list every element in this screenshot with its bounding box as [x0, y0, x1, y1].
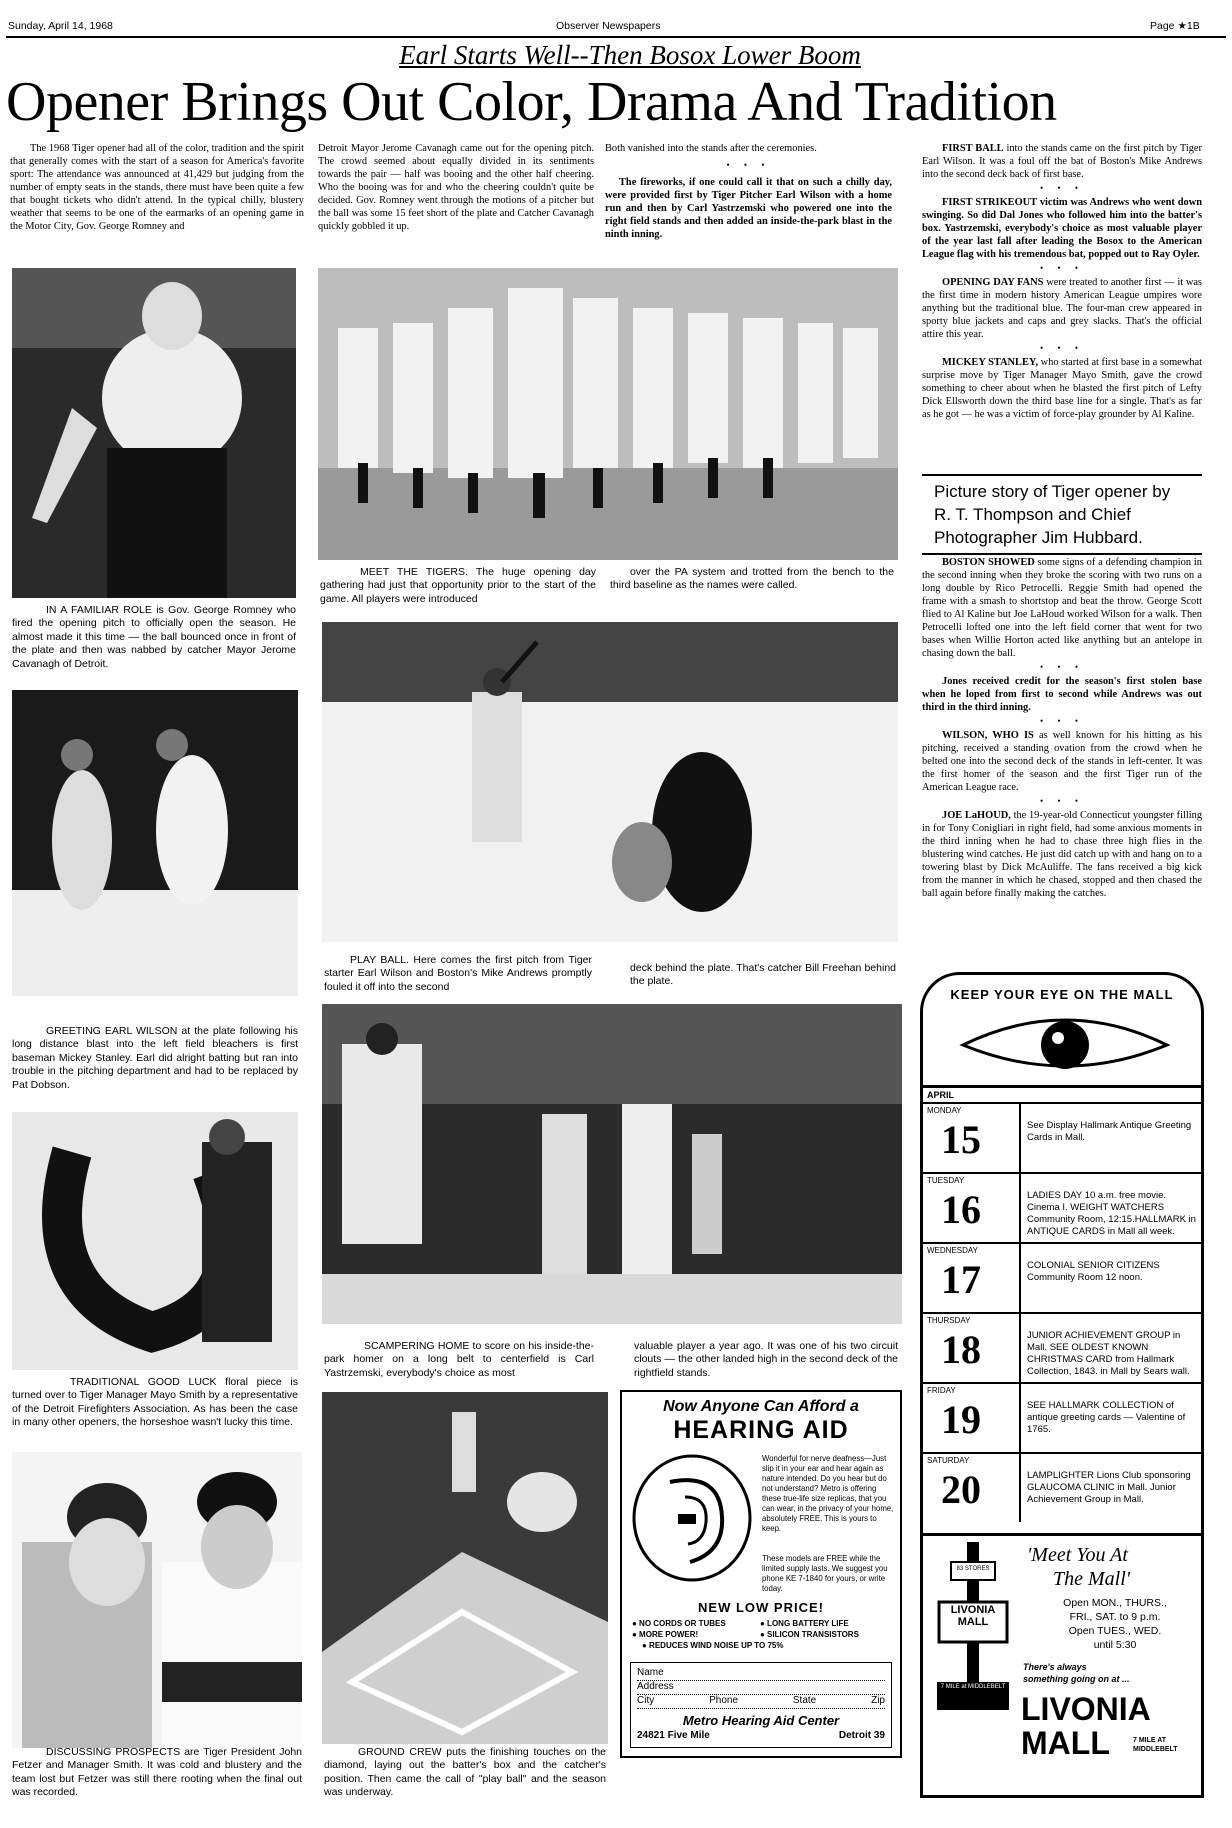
calendar-day-row: [923, 1172, 1201, 1242]
calendar-month: APRIL: [927, 1090, 954, 1100]
photo-meet-tigers-image: [318, 268, 898, 560]
feature-4: ● SILICON TRANSISTORS: [760, 1630, 859, 1639]
calendar-date: 19: [941, 1397, 981, 1442]
feature-3: ● MORE POWER!: [632, 1630, 699, 1639]
p4-lead: MICKEY STANLEY,: [942, 357, 1039, 368]
calendar-divider: [1019, 1454, 1021, 1522]
caption-scampering-a: SCAMPERING HOME to score on his inside-the-park homer on a long belt to centerfield is Carl Yastrzemski, everybody's choice as most: [324, 1340, 594, 1379]
p5-lead: BOSTON SHOWED: [942, 557, 1035, 568]
separator-dots: • • •: [1040, 263, 1084, 273]
ad-body-2: These models are FREE while the limited supply lasts. We suggest you phone KE 7-1840 for yours, or write today.: [762, 1554, 888, 1593]
caption-scampering-b: valuable player a year ago. It was one of his two circuit clouts — the other landed high in the second deck of the rightfield stands.: [634, 1340, 898, 1379]
story-col-1: The 1968 Tiger opener had all of the color, tradition and the spirit that generally comes with the start of a season for America's favorite sport: The attendance was announced at 41,429 but judging from the number of empty seats in the stands, there must have been quite a few that bought tickets who didn't attend. In the typical chilly, blustery weather that seems to be one of the earmarks of an opening game in the Motor City, Gov. George Romney and: [10, 143, 304, 232]
caption-floral: TRADITIONAL GOOD LUCK floral piece is turned over to Tiger Manager Mayo Smith by a representative of the Detroit Firefighters Association. As has been the case in many other openers, the horseshoe wasn't lucky this time.: [12, 1376, 298, 1429]
always-2: something going on at ...: [1023, 1674, 1130, 1684]
hours-line-2: FRI., SAT. to 9 p.m.: [1069, 1611, 1161, 1623]
calendar-event: See Display Hallmark Antique Greeting Cards in Mall.: [1027, 1120, 1192, 1143]
mall-sign-road: 7 MILE at MIDDLEBELT: [940, 1684, 1006, 1690]
ad-street: 24821 Five Mile: [637, 1730, 710, 1741]
meet-you-1: 'Meet You At: [1027, 1544, 1128, 1566]
caption-play-ball-b: deck behind the plate. That's catcher Bill Freehan behind the plate.: [630, 962, 896, 988]
caption-ground-crew: GROUND CREW puts the finishing touches on the diamond, laying out the batter's box and the catcher's position. Then came the call of "play ball" and the season was underway.: [324, 1746, 606, 1799]
photo-floral-image: [12, 1112, 298, 1370]
photo-romney: [12, 268, 296, 598]
calendar-event: SEE HALLMARK COLLECTION of antique greeting cards — Valentine of 1765.: [1027, 1400, 1186, 1435]
story-col-3: [605, 142, 892, 241]
calendar-divider: [1019, 1244, 1021, 1312]
separator-dots: • • •: [1040, 343, 1084, 353]
mall-big-name-2: MALL: [1021, 1725, 1110, 1761]
caption-greeting: GREETING EARL WILSON at the plate following his long distance blast into the left field bleachers is first baseman Mickey Stanley. Earl did alright batting but ran into trouble in the pitching department and had to be replaced by Pat Dobson.: [12, 1025, 298, 1091]
coupon-city-label: City: [637, 1695, 655, 1706]
coupon-state-label: State: [792, 1695, 817, 1706]
meet-you-2: The Mall': [1053, 1568, 1131, 1590]
p6-text: Jones received credit for the season's first stolen base when he loped from first to second while Andrews was out third in the third inning.: [922, 676, 1202, 713]
mall-footer: [920, 1536, 1204, 1798]
ad-title-2: HEARING AID: [673, 1416, 849, 1444]
photo-scampering: [322, 1004, 902, 1324]
credit-box-text: Picture story of Tiger opener by R. T. Thompson and Chief Photographer Jim Hubbard.: [934, 482, 1171, 547]
calendar-weekday: THURSDAY: [927, 1316, 971, 1325]
mall-calendar: [920, 1088, 1204, 1536]
photo-ground-crew-image: [322, 1392, 608, 1744]
separator-dots: • • •: [1040, 716, 1084, 726]
ear-icon: [630, 1452, 754, 1584]
separator-dots: • • •: [1040, 796, 1084, 806]
story-col-3-text: Both vanished into the stands after the ceremonies.: [605, 143, 817, 154]
right-column: [922, 142, 1202, 421]
ad-coupon: [630, 1662, 892, 1748]
ad-city: Detroit 39: [838, 1730, 885, 1741]
caption-meet-tigers-b: over the PA system and trotted from the bench to the third baseline as the names were called.: [610, 566, 894, 592]
mall-location: 7 MILE AT MIDDLEBELT: [1133, 1737, 1178, 1753]
coupon-name-field[interactable]: [637, 1667, 885, 1681]
p1-text: into the stands came on the first pitch by Tiger Earl Wilson. It was a foul off the bat of Boston's Mike Andrews into the second deck back of first base.: [922, 143, 1203, 180]
hearing-aid-ad: [620, 1390, 902, 1758]
calendar-weekday: WEDNESDAY: [927, 1246, 978, 1255]
p2-lead: FIRST STRIKEOUT: [942, 197, 1037, 208]
photo-ground-crew: [322, 1392, 608, 1744]
ad-body: Wonderful for nerve deafness—Just slip it in your ear and hear again as nature intended. Do you hear but do not understand? Metro is offering these true-life size replicas, that you can wear, in the privacy of your home, absolutely FREE. This is yours to keep.: [762, 1454, 894, 1533]
p8-text: the 19-year-old Connecticut youngster filling in for Tony Conigliari in right field, had some anxious moments in the third inning when he had to chase three high flies in the blustering wind catches. He just did catch up with and hang on to a towering blast by Dick McAuliffe. The fans received a big kick from the manner in which he chased, stopped and then chased the ball again before finally making the catches.: [922, 810, 1203, 899]
calendar-date: 18: [941, 1327, 981, 1372]
calendar-day-row: [923, 1242, 1201, 1312]
calendar-event: JUNIOR ACHIEVEMENT GROUP in Mall. SEE OLDEST KNOWN CHRISTMAS CARD from Hallmark Collection, 1843. in Mall by Sears wall.: [1027, 1330, 1190, 1377]
story-col-2: Detroit Mayor Jerome Cavanagh came out for the opening pitch. The crowd seemed about equally divided in its sentiments towards the pair — half was booing and the other half cheering. Who the booing was for and who the cheering couldn't quite be decided. Gov. Romney went through the motions of a pitcher but the ball was some 15 feet short of the plate and Catcher Cavanagh quickly gobbled it up.: [318, 143, 594, 232]
separator-dots: • • •: [1040, 183, 1084, 193]
caption-prospects: DISCUSSING PROSPECTS are Tiger President John Fetzer and Manager Smith. It was cold and blustery and the team lost but Fetzer was still there rooting when the final out was recorded.: [12, 1746, 302, 1799]
mall-slogan: KEEP YOUR EYE ON THE MALL: [950, 987, 1174, 1002]
ad-price: NEW LOW PRICE!: [698, 1600, 824, 1615]
feature-2: ● LONG BATTERY LIFE: [760, 1619, 849, 1628]
calendar-event: LADIES DAY 10 a.m. free movie. Cinema I. WEIGHT WATCHERS Community Room, 12:15.HALLMARK in ANTIQUE CARDS in Mall all week.: [1027, 1190, 1196, 1237]
photo-scampering-image: [322, 1004, 902, 1324]
right-column-lower: [922, 556, 1202, 900]
calendar-date: 17: [941, 1257, 981, 1302]
photo-play-ball-image: [322, 622, 898, 942]
coupon-name-label: Name: [637, 1667, 664, 1678]
feature-1: ● NO CORDS OR TUBES: [632, 1619, 726, 1628]
coupon-city-field[interactable]: [637, 1695, 885, 1709]
calendar-divider: [1019, 1174, 1021, 1242]
photo-floral: [12, 1112, 298, 1370]
coupon-address-field[interactable]: [637, 1681, 885, 1695]
calendar-weekday: TUESDAY: [927, 1176, 965, 1185]
mall-ad-header: [920, 972, 1204, 1088]
ad-features: [632, 1618, 894, 1651]
mall-ad: [920, 972, 1204, 1798]
p4-text: who started at first base in a somewhat surprise move by Tiger Manager Mayo Smith, gave the crowd something to cheer about when he blasted the first pitch of Lefty Dick Ellsworth down the third base line for a single. That's as far as he got — he was a victim of force-play grounder by Al Kaline.: [922, 357, 1202, 420]
always-1: There's always: [1023, 1662, 1087, 1672]
calendar-weekday: SATURDAY: [927, 1456, 970, 1465]
separator-dots: • • •: [726, 160, 771, 170]
story-col-3-bold: The fireworks, if one could call it that on such a chilly day, were provided first by Tiger Pitcher Earl Wilson with a home run and then by Carl Yastrzemski who powered one into the right field stands and then added an inside-the-park blast in the ninth inning.: [605, 177, 892, 240]
photo-prospects: [12, 1452, 302, 1748]
ad-title-1: Now Anyone Can Afford a: [663, 1398, 859, 1415]
p3-text: were treated to another first — it was the first time in modern history American League umpires wore anything but the traditional blue. The four-man crew appeared in sporty blue jackets and caps and grey slacks. That's the official attire this year.: [922, 277, 1202, 340]
calendar-divider: [1019, 1384, 1021, 1452]
photo-romney-image: [12, 268, 296, 598]
hours-line-4: until 5:30: [1093, 1639, 1137, 1651]
photo-play-ball: [322, 622, 898, 942]
masthead-paper: Observer Newspapers: [556, 20, 661, 32]
p8-lead: JOE LaHOUD,: [942, 810, 1011, 821]
mall-big-name-1: LIVONIA: [1021, 1691, 1151, 1727]
calendar-divider: [1019, 1314, 1021, 1382]
masthead-date: Sunday, April 14, 1968: [8, 20, 113, 32]
masthead-rule: [6, 36, 1226, 38]
masthead-page: Page ★1B: [1150, 20, 1200, 32]
calendar-date: 20: [941, 1467, 981, 1512]
caption-meet-tigers-a: MEET THE TIGERS. The huge opening day gathering had just that opportunity prior to the start of the game. All players were introduced: [320, 566, 596, 605]
photo-greeting: [12, 690, 298, 996]
caption-romney: IN A FAMILIAR ROLE is Gov. George Romney who fired the opening pitch to officially open the season. He almost made it this time — the ball bounced once in front of the plate and then was nabbed by catcher Mayor Jerome Cavanagh of Detroit.: [12, 604, 296, 670]
ad-center-name: Metro Hearing Aid Center: [682, 1713, 840, 1728]
calendar-event: LAMPLIGHTER Lions Club sponsoring GLAUCOMA CLINIC in Mall. Junior Achievement Group in Mall.: [1027, 1470, 1191, 1505]
photo-meet-tigers: [318, 268, 898, 560]
coupon-address-label: Address: [637, 1681, 674, 1692]
mall-sign-name: LIVONIA MALL: [950, 1604, 996, 1628]
p1-lead: FIRST BALL: [942, 143, 1004, 154]
feature-5: ● REDUCES WIND NOISE UP TO 75%: [642, 1641, 784, 1650]
caption-play-ball-a: PLAY BALL. Here comes the first pitch from Tiger starter Earl Wilson and Boston's Mike Andrews promptly fouled it off into the second: [324, 954, 592, 993]
calendar-day-row: [923, 1312, 1201, 1382]
calendar-date: 15: [941, 1117, 981, 1162]
calendar-date: 16: [941, 1187, 981, 1232]
calendar-day-row: [923, 1452, 1201, 1522]
calendar-day-row: [923, 1382, 1201, 1452]
coupon-phone-label: Phone: [709, 1695, 739, 1706]
photo-prospects-image: [12, 1452, 302, 1748]
mall-sign-stores: 83 STORES: [956, 1566, 990, 1572]
p7-lead: WILSON, WHO IS: [942, 730, 1034, 741]
p2-text: victim was Andrews who went down swinging. So did Dal Jones who followed him into the batter's box. Yastrzemski, everybody's choice as most valuable player of the year last fall after leading the Bosox to the American League flag with his tremendous bat, popped out to Ray Oyler.: [922, 197, 1202, 260]
photo-greeting-image: [12, 690, 298, 996]
p5-text: some signs of a defending champion in the second inning when they broke the scoring with two runs on a long double by Rico Petrocelli. Reggie Smith had opened the frame with a smash to shortstop and beat the throw. George Scott flied to Al Kaline but Joe LaHoud worked Wilson for a walk. Then Petrocelli lofted one into the left field corner that went for two bases when Willie Horton acted like anything but an antelope in chasing down the ball.: [922, 557, 1202, 659]
hours-line-1: Open MON., THURS.,: [1063, 1597, 1167, 1609]
coupon-zip-label: Zip: [871, 1695, 885, 1706]
kicker: Earl Starts Well--Then Bosox Lower Boom: [399, 40, 861, 70]
calendar-weekday: MONDAY: [927, 1106, 962, 1115]
calendar-event: COLONIAL SENIOR CITIZENS Community Room 12 noon.: [1027, 1260, 1160, 1283]
credit-box: [922, 474, 1202, 555]
headline: Opener Brings Out Color, Drama And Tradition: [6, 71, 1057, 133]
calendar-divider: [1019, 1104, 1021, 1172]
calendar-weekday: FRIDAY: [927, 1386, 956, 1395]
ear-illustration: [630, 1452, 754, 1584]
p7-text: as well known for his hitting as his pitching, received a standing ovation from the crowd when he belted one into the second deck of the stands in left-center. It was the first homer of the season and the first Tiger run of the American League race.: [922, 730, 1202, 793]
p3-lead: OPENING DAY FANS: [942, 277, 1044, 288]
hours-line-3: Open TUES., WED.: [1068, 1625, 1162, 1637]
separator-dots: • • •: [1040, 662, 1084, 672]
calendar-day-row: [923, 1102, 1201, 1172]
